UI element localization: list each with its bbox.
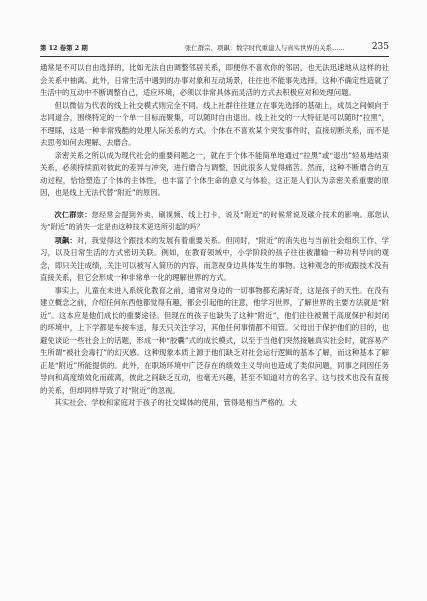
page-number: 235 <box>371 42 389 52</box>
running-title: 张仁群宗、项飙：数字时代重建人与真实世界的关系…… <box>185 44 345 52</box>
volume-label: 第 12 卷第 2 期 <box>40 44 88 52</box>
paragraph-2: 但以微信为代表的线上社交模式则完全不同。线上社群往往建立在事先选择的基础上，成员之间倾向于志同道合，围绕特定的一个单一目标而聚集，可以随时自由退出。线上社交的一大特征是可以随时“拉黑”，不理睬，这是一种非常残酷的处理人际关系的方式。个体在不喜欢某个突发事件时，直接切断关系，而不是去思考如何去理解、去磨合。 <box>40 100 389 147</box>
answer-speaker: 项飙： <box>54 235 77 245</box>
interview-question <box>40 209 389 234</box>
running-header <box>40 40 389 57</box>
question-speaker: 次仁群宗： <box>54 209 92 219</box>
question-paragraph <box>40 209 389 234</box>
answer-paragraph <box>40 235 389 285</box>
paragraph-1: 通常是不可以自由选择的，比如无法自由调整邻居关系，即便你不喜欢你的邻居，也无法迅速地从这样的社会关系中抽离。此外，日常生活中遇到的办事对象和互动场景，往往也不能事先选择，这种不确定性造就了生活中的互动中不断调整自己，适应环境，必须以非常具体而灵活的方式去积极应对和处理问题。 <box>40 63 389 97</box>
answer-text: 对，我觉得这个跟技术的发展有着重要关系。但同时，“附近”的消失也与当前社会组织工作、学习，以及日常生活的方式密切关联。例如，在教育领域中，小学阶段的孩子往往被灌输一种功利导向的观念，即只关注成绩，关注可以被写入简历的内容，而忽视身边具体发生的事物。这种观念的形成跟技术没有直接关系，但它会形成一种非常单一化的理解世界的方式。 <box>40 235 389 282</box>
paragraph-3: 亲密关系之所以成为现代社会的重要问题之一，就在于个体不能简单地通过“拉黑”或“退出”轻易地结束关系，必须持续面对彼此的差异与冲突，进行磨合与调整，因此很多人觉得痛苦。然而，这种不断磨合的互动过程，恰恰塑造了个体的主体性，也丰富了个体生命的意义与体验，这正是人们认为亲密关系重要的原因，也是线上无法代替“附近”的原因。 <box>40 150 389 197</box>
question-text: 您经常会提到外卖、刷视频、线上打卡，说及“附近”的时候常说及碳介技术的影响。那您认为“附近”的消失一定是由这种技术更迭所引起的吗？ <box>40 209 389 231</box>
article-body <box>40 62 389 410</box>
paragraph-6: 其实社会、学校和家庭对于孩子的社交媒体的使用，管得是相当严格的。大 <box>54 398 297 407</box>
paragraph-5: 事实上，儿童在未进入系统化教育之前，通常对身边的一切事物都充满好奇，这是孩子的天性。在没有建立概念之前，介绍任何东西他都觉得有趣，都会引起他的注意，他学习世界，了解世界的主要方法就是“附近”。这本应是他们成长的重要途径。但现在的孩子也缺失了这种“附近”，他们往往被置于高度保护和封闭的环境中，上下学都是车接车送，每天只关注学习，其他任何事情都不用管。父母出于保护他们的目的，也避免谈论一些社会上的话题，形成一种“胶囊”式的成长模式，以至于当他们突然接触真实社会时，就容易产生所谓“被社会毒打”的幻灭感。这种现象本质上源于他们缺乏对社会运行逻辑的基本了解，而这种基本了解正是“附近”所能提供的。此外，在职场环境中广泛存在的绩效主义导向也造成了类似问题，同事之间因任务导向和高度绩效化而疏离，彼此之间缺乏互动，也毫无兴趣，甚至不知道对方的名字。这与技术也没有直接的关系，但却同样导致了对“附近”的忽视。 <box>40 285 389 395</box>
